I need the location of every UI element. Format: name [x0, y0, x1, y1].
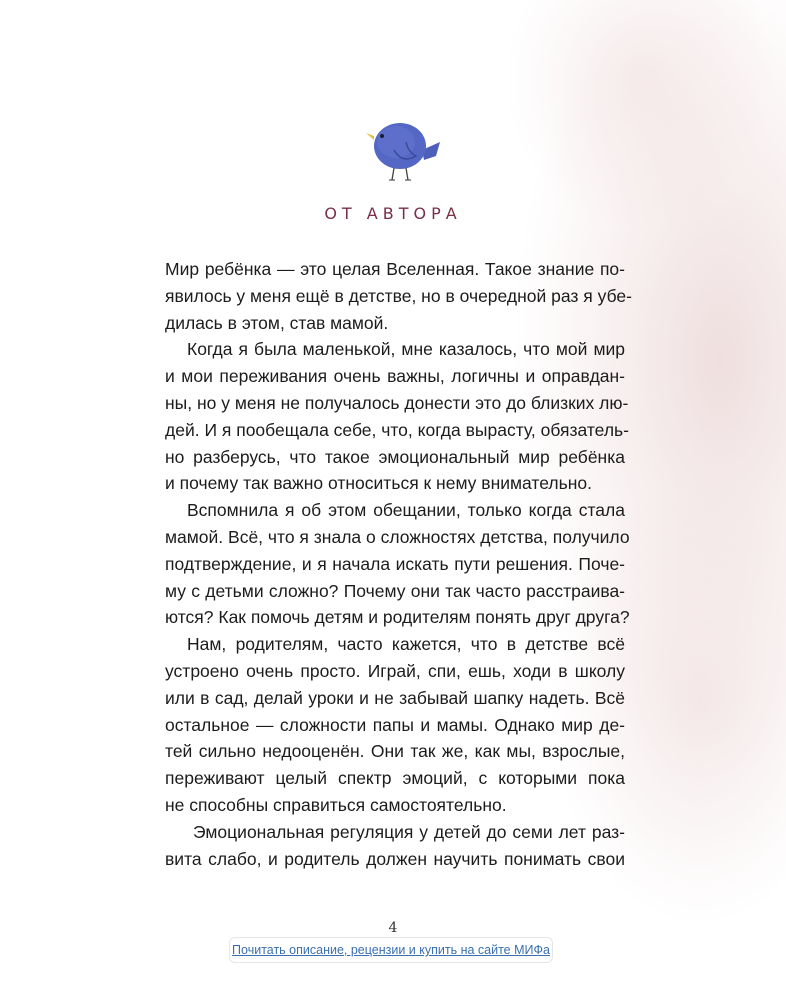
text-line: му с детьми сложно? Почему они так часто расстраива-: [165, 580, 625, 601]
text-line: ны, но у меня не получалось донести это до близких лю-: [165, 392, 629, 413]
text-line: Эмоциональная регуляция у детей до семи лет раз-: [193, 821, 625, 842]
text-line: Нам, родителям, часто кажется, что в детстве всё: [187, 634, 625, 655]
page-number: 4: [388, 920, 398, 936]
text-line: мамой. Всё, что я знала о сложностях детства, получило: [165, 526, 630, 547]
text-line: но разберусь, что такое эмоциональный мир ребёнка: [165, 446, 625, 467]
text-line: дилась в этом, став мамой.: [165, 312, 389, 333]
text-line: переживают целый спектр эмоций, с которыми пока: [165, 768, 625, 789]
text-line: Вспомнила я об этом обещании, только когда стала: [187, 500, 625, 521]
text-line: явилось у меня ещё в детстве, но в очередной раз я убе-: [165, 285, 632, 306]
body-text: [165, 256, 632, 872]
text-line: не способны справиться самостоятельно.: [165, 794, 507, 815]
text-line: подтверждение, и я начала искать пути решения. Поче-: [165, 553, 625, 574]
text-line: устроено очень просто. Играй, спи, ешь, ходи в школу: [165, 660, 625, 681]
text-line: Мир ребёнка — это целая Вселенная. Такое знание по-: [165, 259, 625, 279]
text-line: ются? Как помочь детям и родителям понять друг друга?: [165, 607, 630, 628]
text-line: остальное — сложности папы и мамы. Однако мир де-: [165, 714, 625, 735]
buy-book-link[interactable]: Почитать описание, рецензии и купить на сайте МИФа: [229, 937, 553, 963]
text-line: или в сад, делай уроки и не забывай шапку надеть. Всё: [165, 687, 625, 708]
section-heading: ОТ АВТОРА: [324, 204, 462, 223]
text-line: вита слабо, и родитель должен научить понимать свои: [165, 848, 625, 869]
text-line: и мои переживания очень важны, логичны и оправдан-: [165, 366, 625, 387]
text-line: Когда я была маленькой, мне казалось, что мой мир: [187, 339, 625, 360]
text-line: и почему так важно относиться к нему внимательно.: [165, 473, 592, 494]
text-line: тей сильно недооценён. Они так же, как мы, взрослые,: [165, 741, 625, 762]
text-line: дей. И я пообещала себе, что, когда вырасту, обязатель-: [165, 419, 629, 440]
blue-bird-icon: [362, 112, 444, 186]
